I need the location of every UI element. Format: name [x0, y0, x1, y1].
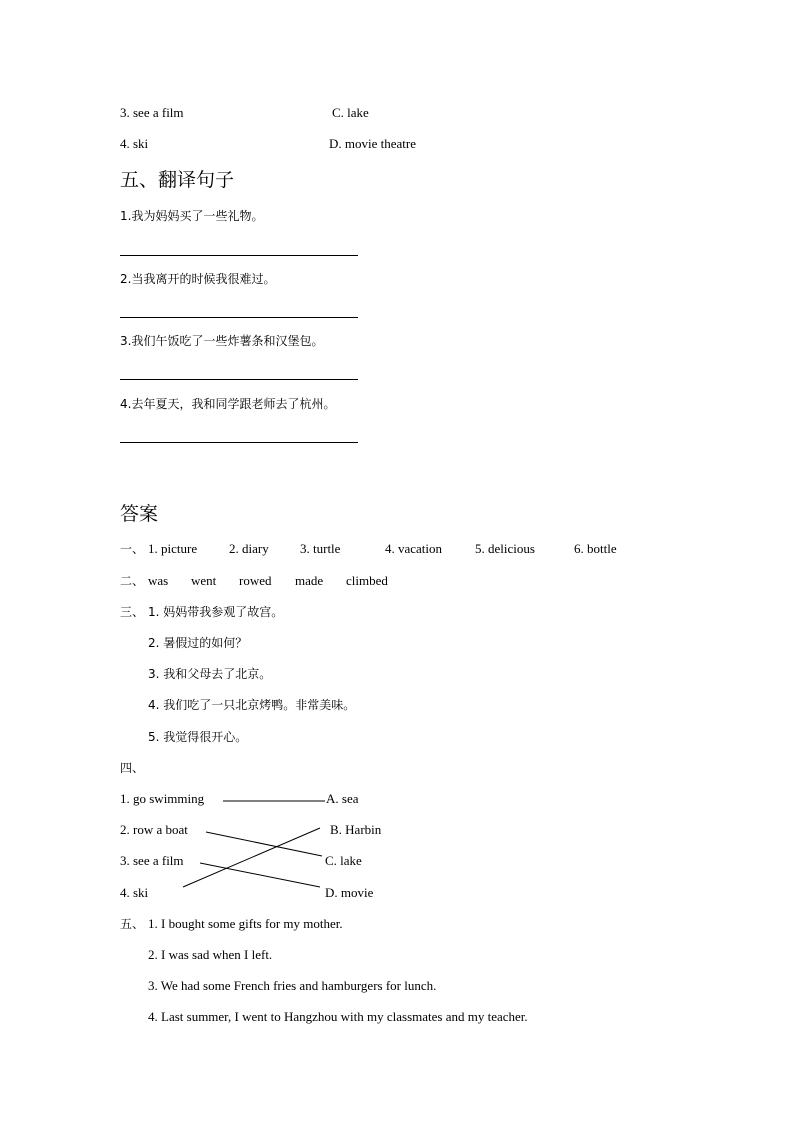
answer3-item-5: 5. 我觉得很开心。	[148, 730, 248, 744]
answer2-item-2: went	[191, 573, 217, 588]
answer1-prefix: 一、	[120, 542, 145, 556]
answer1-item-5: 5. delicious	[475, 541, 535, 556]
answer5-item-4: 4. Last summer, I went to Hangzhou with my classmates and my teacher.	[148, 1009, 528, 1024]
answer1-item-2: 2. diary	[229, 541, 269, 556]
answer5-item-3: 3. We had some French fries and hamburgers for lunch.	[148, 978, 437, 993]
answer4-left-3: 3. see a film	[120, 853, 184, 868]
answer2-item-1: was	[148, 573, 169, 588]
answer4-left-1: 1. go swimming	[120, 791, 205, 806]
answer1-item-3: 3. turtle	[300, 541, 341, 556]
answer5-prefix: 五、	[120, 917, 145, 931]
answer3-item-3: 3. 我和父母去了北京。	[148, 667, 272, 681]
answer3-item-2: 2. 暑假过的如何？	[148, 636, 248, 650]
answer4-prefix: 四、	[120, 761, 145, 775]
translate-item-3: 3.我们午饭吃了一些炸薯条和汉堡包。	[120, 334, 324, 348]
match-left-3: 3. see a film	[120, 105, 184, 120]
translate-item-2: 2.当我离开的时候我很难过。	[120, 272, 276, 286]
answer4-right-b: B. Harbin	[330, 822, 382, 837]
answer4-left-2: 2. row a boat	[120, 822, 188, 837]
translate-item-4: 4.去年夏天，我和同学跟老师去了杭州。	[120, 397, 336, 411]
answer4-right-a: A. sea	[326, 791, 359, 806]
answer5-item-2: 2. I was sad when I left.	[148, 947, 273, 962]
answer5-item-1: 1. I bought some gifts for my mother.	[148, 916, 343, 931]
match-right-d: D. movie theatre	[329, 136, 416, 151]
answer1-item-1: 1. picture	[148, 541, 198, 556]
answer2-item-4: made	[295, 573, 324, 588]
answer2-item-3: rowed	[239, 573, 272, 588]
answer4-right-d: D. movie	[325, 885, 374, 900]
match-line-3-d	[200, 863, 320, 887]
answer4-left-4: 4. ski	[120, 885, 149, 900]
match-line-4-b	[183, 828, 320, 887]
answer4-right-c: C. lake	[325, 853, 362, 868]
answer1-item-4: 4. vacation	[385, 541, 443, 556]
translate-item-1: 1.我为妈妈买了一些礼物。	[120, 209, 264, 223]
match-right-c: C. lake	[332, 105, 369, 120]
match-left-4: 4. ski	[120, 136, 149, 151]
answer3-prefix: 三、	[120, 605, 145, 619]
answer2-item-5: climbed	[346, 573, 388, 588]
answer3-item-1: 1. 妈妈带我参观了故宫。	[148, 605, 284, 619]
answer1-item-6: 6. bottle	[574, 541, 617, 556]
answer3-item-4: 4. 我们吃了一只北京烤鸭。非常美味。	[148, 698, 356, 712]
answers-heading: 答案	[120, 503, 159, 525]
answer2-prefix: 二、	[120, 574, 145, 588]
section5-heading: 五、翻译句子	[120, 169, 235, 191]
